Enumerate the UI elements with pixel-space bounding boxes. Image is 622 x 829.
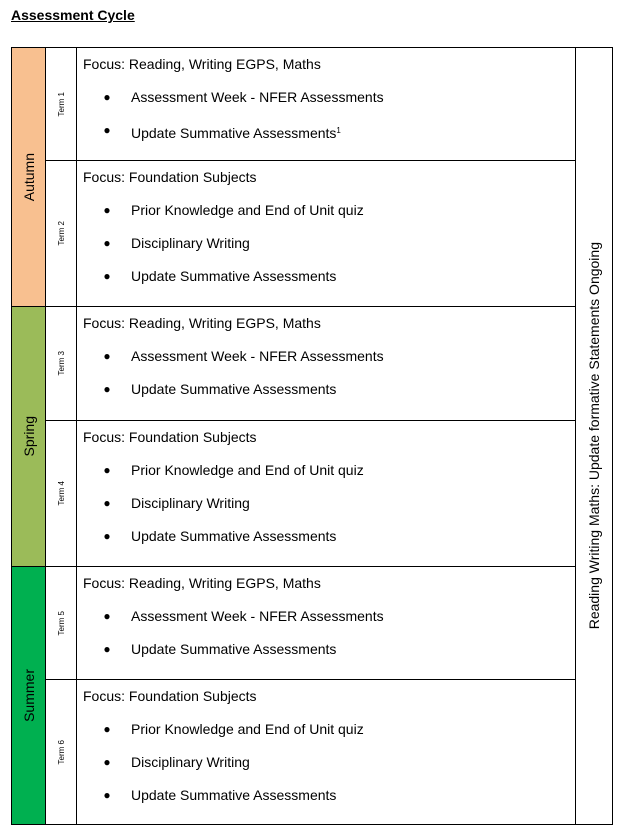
bullet-icon: ● [103,90,111,104]
term-label: Term 4 [56,481,66,506]
list-item-text: Update Summative Assessments [131,381,337,397]
term-label: Term 5 [56,610,66,636]
term-label: Term 1 [56,91,66,117]
footnote-marker: 1 [336,126,341,135]
list-item-text: Disciplinary Writing [131,235,250,251]
focus-line: Focus: Foundation Subjects [83,169,257,185]
ongoing-label: Reading Writing Maths: Update formative Statements Ongoing [586,242,602,630]
focus-line: Focus: Reading, Writing EGPS, Maths [83,315,321,331]
list-item [83,235,575,268]
list-item [83,122,575,155]
list-item [83,641,575,674]
list-item [83,754,575,787]
bullet-icon: ● [103,203,111,217]
bullet-icon: ● [103,722,111,736]
term-content [77,161,576,307]
list-item [83,202,575,235]
list-item-text: Prior Knowledge and End of Unit quiz [131,202,364,218]
list-item-text: Update Summative Assessments [131,641,337,657]
list-item-text: Assessment Week - NFER Assessments [131,89,384,105]
bullet-icon: ● [103,236,111,250]
season-label: Summer [20,669,37,722]
list-item [83,381,575,414]
list-item [83,495,575,528]
list-item [83,608,575,641]
ongoing-column [576,48,612,824]
season-label: Spring [20,416,37,457]
focus-line: Focus: Foundation Subjects [83,688,257,704]
term-label: Term 2 [56,221,66,246]
list-item [83,268,575,301]
bullet-icon: ● [103,496,111,510]
term-content [77,307,576,421]
list-item-text: Update Summative Assessments [131,787,337,803]
list-item [83,528,575,561]
season-summer [12,567,46,824]
list-item [83,348,575,381]
term-cell [46,567,77,680]
bullet-icon: ● [103,788,111,802]
bullet-icon: ● [103,269,111,283]
term-cell [46,680,77,824]
term-cell [46,161,77,307]
season-autumn [12,48,46,307]
season-label: Autumn [20,152,37,202]
bullet-icon: ● [103,463,111,477]
list-item [83,462,575,495]
bullet-icon: ● [103,642,111,656]
list-item-text: Update Summative Assessments [131,528,337,544]
list-item-text: Prior Knowledge and End of Unit quiz [131,462,364,478]
focus-line: Focus: Foundation Subjects [83,429,257,445]
term-content [77,48,576,161]
term-content [77,421,576,567]
list-item-text: Update Summative Assessments [131,268,337,284]
list-item-text: Disciplinary Writing [131,754,250,770]
term-cell [46,48,77,161]
focus-line: Focus: Reading, Writing EGPS, Maths [83,575,321,591]
assessment-table [11,47,613,825]
bullet-icon: ● [103,382,111,396]
term-content [77,680,576,824]
list-item [83,787,575,820]
list-item-text: Update Summative Assessments [131,125,337,141]
list-item [83,89,575,122]
list-item-text: Prior Knowledge and End of Unit quiz [131,721,364,737]
term-label: Term 6 [56,739,66,765]
term-cell [46,421,77,567]
list-item-text: Disciplinary Writing [131,495,250,511]
focus-line: Focus: Reading, Writing EGPS, Maths [83,56,321,72]
term-label: Term 3 [56,351,66,376]
bullet-icon: ● [103,609,111,623]
list-item-text: Assessment Week - NFER Assessments [131,348,384,364]
list-item-text: Assessment Week - NFER Assessments [131,608,384,624]
bullet-icon: ● [103,349,111,363]
term-cell [46,307,77,421]
bullet-icon: ● [103,755,111,769]
bullet-icon: ● [103,123,111,137]
list-item [83,721,575,754]
season-spring [12,307,46,567]
bullet-icon: ● [103,529,111,543]
term-content [77,567,576,680]
document-title: Assessment Cycle [11,7,135,23]
